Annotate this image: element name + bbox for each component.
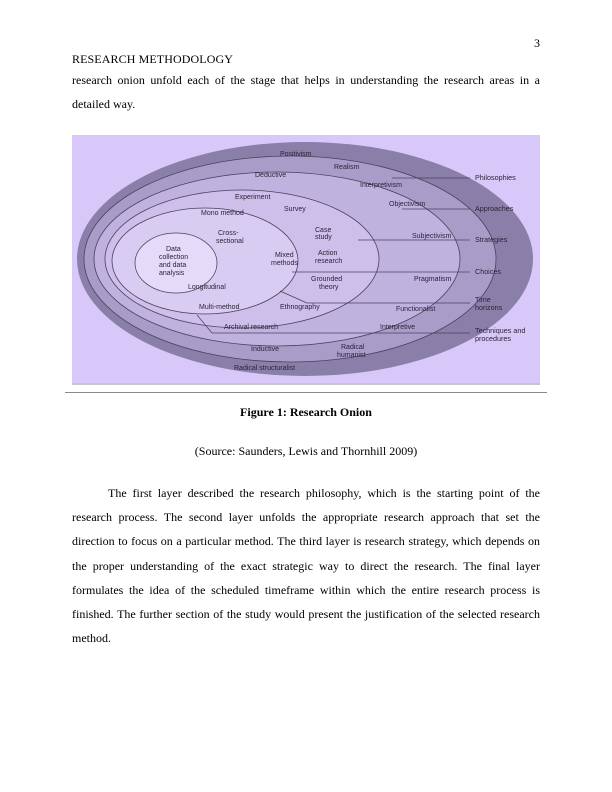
body-paragraph: The first layer described the research philosophy, which is the starting point of the research process. The second layer unfolds the appropriate research approach that set the direction to focus on a particular method. The third layer is research strategy, which depends on the proper understanding of the exact strategic way to direct the research. The final layer formulates the idea of the scheduled timeframe within which the entire research process is finished. The further section of the study would present the justification of the selected research method. bbox=[72, 486, 540, 646]
side-label-time-horizons-1: Time bbox=[475, 295, 491, 304]
research-onion-diagram bbox=[72, 135, 540, 385]
figure-source: (Source: Saunders, Lewis and Thornhill 2009) bbox=[194, 444, 418, 458]
label-objectivism: Objectivism bbox=[389, 201, 426, 208]
side-label-philosophies: Philosophies bbox=[475, 173, 516, 182]
label-cross-sectional-1: Cross- bbox=[218, 230, 239, 237]
label-interpretive: Interpretive bbox=[380, 324, 416, 331]
label-data-collection-2: collection bbox=[159, 254, 189, 261]
label-mixed-methods-2: methods bbox=[271, 260, 298, 267]
label-cross-sectional-2: sectional bbox=[216, 238, 244, 245]
research-onion-figure bbox=[72, 135, 540, 385]
running-head: RESEARCH METHODOLOGY bbox=[72, 52, 233, 66]
page-number: 3 bbox=[534, 36, 540, 50]
label-longitudinal: Longitudinal bbox=[188, 284, 226, 291]
label-case-study-2: study bbox=[315, 234, 332, 241]
label-data-collection-4: analysis bbox=[159, 270, 185, 277]
label-interpretivism: Interpretivism bbox=[360, 182, 403, 189]
label-mono-method: Mono method bbox=[201, 210, 244, 217]
side-label-time-horizons-2: horizons bbox=[475, 303, 503, 312]
label-positivism: Positivism bbox=[280, 151, 312, 158]
label-radical-humanist-2: humanist bbox=[337, 352, 366, 359]
label-radical-humanist-1: Radical bbox=[341, 344, 365, 351]
label-functionalist: Functionalist bbox=[396, 306, 436, 313]
label-realism: Realism bbox=[334, 164, 360, 171]
label-multi-method: Multi-method bbox=[199, 304, 240, 311]
label-ethnography: Ethnography bbox=[280, 304, 320, 311]
label-survey: Survey bbox=[284, 206, 306, 213]
label-case-study-1: Case bbox=[315, 227, 332, 234]
label-radical-structuralist: Radical structuralist bbox=[234, 365, 296, 372]
figure-bottom-rule bbox=[65, 392, 547, 393]
label-mixed-methods-1: Mixed bbox=[275, 252, 294, 259]
label-data-collection-1: Data bbox=[166, 246, 181, 253]
label-action-research-2: research bbox=[315, 258, 343, 265]
label-deductive: Deductive bbox=[255, 172, 287, 179]
label-action-research-1: Action bbox=[318, 250, 338, 257]
label-inductive: Inductive bbox=[251, 346, 280, 353]
label-grounded-theory-2: theory bbox=[319, 284, 339, 291]
label-subjectivism: Subjectivism bbox=[412, 233, 452, 240]
side-label-techniques-1: Techniques and bbox=[475, 326, 526, 335]
label-archival-research: Archival research bbox=[224, 324, 279, 331]
label-pragmatism: Pragmatism bbox=[414, 276, 452, 283]
label-grounded-theory-1: Grounded bbox=[311, 276, 343, 283]
side-label-approaches: Approaches bbox=[475, 204, 514, 213]
figure-caption: Figure 1: Research Onion bbox=[240, 405, 372, 419]
side-label-choices: Choices bbox=[475, 267, 501, 276]
side-label-techniques-2: procedures bbox=[475, 334, 511, 343]
label-experiment: Experiment bbox=[235, 194, 271, 201]
label-data-collection-3: and data bbox=[159, 262, 187, 269]
intro-paragraph: research onion unfold each of the stage that helps in understanding the research areas in a detailed way. bbox=[72, 73, 540, 112]
side-label-strategies: Strategies bbox=[475, 235, 508, 244]
